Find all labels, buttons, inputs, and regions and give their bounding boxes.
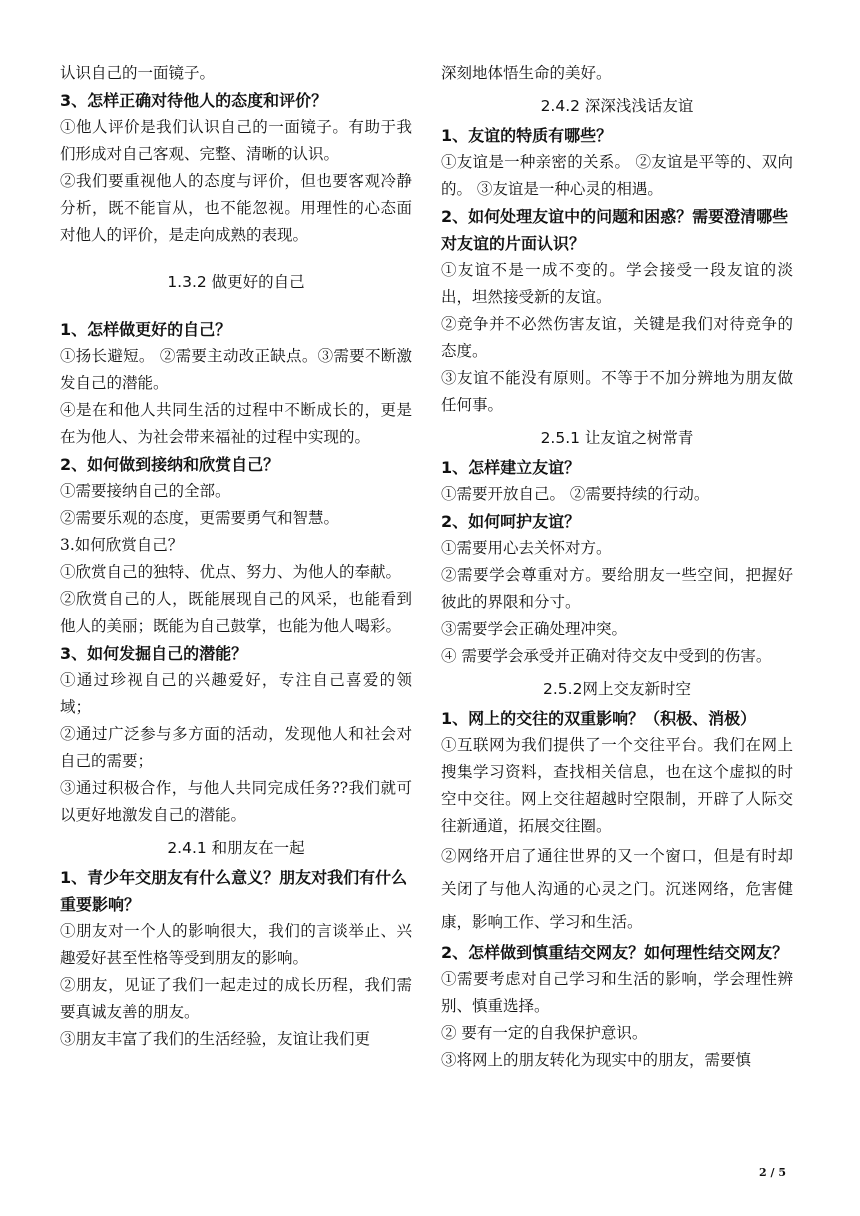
body-paragraph: ①友谊不是一成不变的。学会接受一段友谊的淡出，坦然接受新的友谊。 — [441, 261, 793, 306]
question-heading: 2、如何处理友谊中的问题和困惑？需要澄清哪些对友谊的片面认识？ — [441, 207, 789, 253]
body-paragraph: ②竞争并不必然伤害友谊，关键是我们对待竞争的态度。 — [441, 315, 793, 360]
body-paragraph: ①需要开放自己。 ②需要持续的行动。 — [441, 485, 710, 503]
section-title: 1.3.2 做更好的自己 — [167, 273, 305, 291]
body-paragraph: 深刻地体悟生命的美好。 — [441, 64, 612, 82]
question-heading: 3、如何发掘自己的潜能？ — [60, 644, 248, 663]
body-paragraph: ①扬长避短。 ②需要主动改正缺点。③需要不断激发自己的潜能。 — [60, 347, 412, 392]
page-number: 2 / 5 — [759, 1166, 786, 1179]
section-title: 2.4.2 深深浅浅话友谊 — [540, 97, 694, 115]
question-heading: 1、友谊的特质有哪些？ — [441, 126, 613, 145]
section-title: 2.4.1 和朋友在一起 — [167, 839, 305, 857]
body-paragraph: ②网络开启了通往世界的又一个窗口，但是有时却关闭了与他人沟通的心灵之门。沉迷网络，危害健康，影响工作、学习和生活。 — [441, 847, 793, 931]
body-paragraph: ③友谊不能没有原则。不等于不加分辨地为朋友做任何事。 — [441, 369, 793, 414]
body-paragraph: ①他人评价是我们认识自己的一面镜子。有助于我们形成对自己客观、完整、清晰的认识。 — [60, 118, 412, 163]
body-paragraph: ②需要学会尊重对方。要给朋友一些空间，把握好彼此的界限和分寸。 — [441, 566, 793, 611]
body-paragraph: ①需要考虑对自己学习和生活的影响，学会理性辨别、慎重选择。 — [441, 970, 793, 1015]
body-paragraph: ①需要接纳自己的全部。 — [60, 482, 231, 500]
body-paragraph: ①朋友对一个人的影响很大，我们的言谈举止、兴趣爱好甚至性格等受到朋友的影响。 — [60, 922, 412, 967]
question-heading: 2、如何做到接纳和欣赏自己？ — [60, 455, 280, 474]
body-paragraph: ③通过积极合作，与他人共同完成任务??我们就可以更好地激发自己的潜能。 — [60, 779, 412, 824]
body-paragraph: ①欣赏自己的独特、优点、努力、为他人的奉献。 — [60, 563, 402, 581]
body-paragraph: ④是在和他人共同生活的过程中不断成长的，更是在为他人、为社会带来福祉的过程中实现的。 — [60, 401, 412, 446]
question-heading: 1、网上的交往的双重影响？（积极、消极） — [441, 709, 757, 728]
body-paragraph: ①友谊是一种亲密的关系。 ②友谊是平等的、双向的。 ③友谊是一种心灵的相遇。 — [441, 153, 793, 198]
body-paragraph: 认识自己的一面镜子。 — [60, 64, 216, 82]
body-paragraph: ③需要学会正确处理冲突。 — [441, 620, 628, 638]
body-paragraph: ④ 需要学会承受并正确对待交友中受到的伤害。 — [441, 647, 772, 665]
body-paragraph: ② 要有一定的自我保护意识。 — [441, 1024, 648, 1042]
body-paragraph: ②通过广泛参与多方面的活动，发现他人和社会对自己的需要； — [60, 725, 412, 770]
body-paragraph: ②朋友，见证了我们一起走过的成长历程，我们需要真诚友善的朋友。 — [60, 976, 412, 1021]
body-paragraph: ②我们要重视他人的态度与评价，但也要客观冷静分析，既不能盲从，也不能忽视。用理性的心态面对他人的评价，是走向成熟的表现。 — [60, 172, 412, 244]
body-paragraph: ③朋友丰富了我们的生活经验，友谊让我们更 — [60, 1030, 371, 1048]
body-paragraph: ③将网上的朋友转化为现实中的朋友，需要慎 — [441, 1051, 752, 1069]
body-paragraph: ①通过珍视自己的兴趣爱好，专注自己喜爱的领域； — [60, 671, 412, 716]
right-column — [441, 60, 793, 1074]
section-title: 2.5.2网上交友新时空 — [543, 680, 691, 698]
body-paragraph: ①需要用心去关怀对方。 — [441, 539, 612, 557]
body-paragraph: ②欣赏自己的人，既能展现自己的风采，也能看到他人的美丽；既能为自己鼓掌，也能为他人喝彩。 — [60, 590, 412, 635]
question-heading: 2、如何呵护友谊？ — [441, 512, 581, 531]
left-column — [60, 60, 412, 1053]
question-heading: 1、青少年交朋友有什么意义？朋友对我们有什么重要影响？ — [60, 868, 408, 914]
body-paragraph: ②需要乐观的态度，更需要勇气和智慧。 — [60, 509, 340, 527]
body-paragraph: 3.如何欣赏自己？ — [60, 536, 184, 554]
question-heading: 2、怎样做到慎重结交网友？如何理性结交网友？ — [441, 943, 789, 962]
section-title: 2.5.1 让友谊之树常青 — [540, 429, 694, 447]
body-paragraph: ①互联网为我们提供了一个交往平台。我们在网上搜集学习资料，查找相关信息，也在这个虚拟的时空中交往。网上交往超越时空限制，开辟了人际交往新通道，拓展交往圈。 — [441, 736, 793, 835]
question-heading: 1、怎样做更好的自己？ — [60, 320, 232, 339]
question-heading: 3、怎样正确对待他人的态度和评价？ — [60, 91, 328, 110]
question-heading: 1、怎样建立友谊？ — [441, 458, 581, 477]
